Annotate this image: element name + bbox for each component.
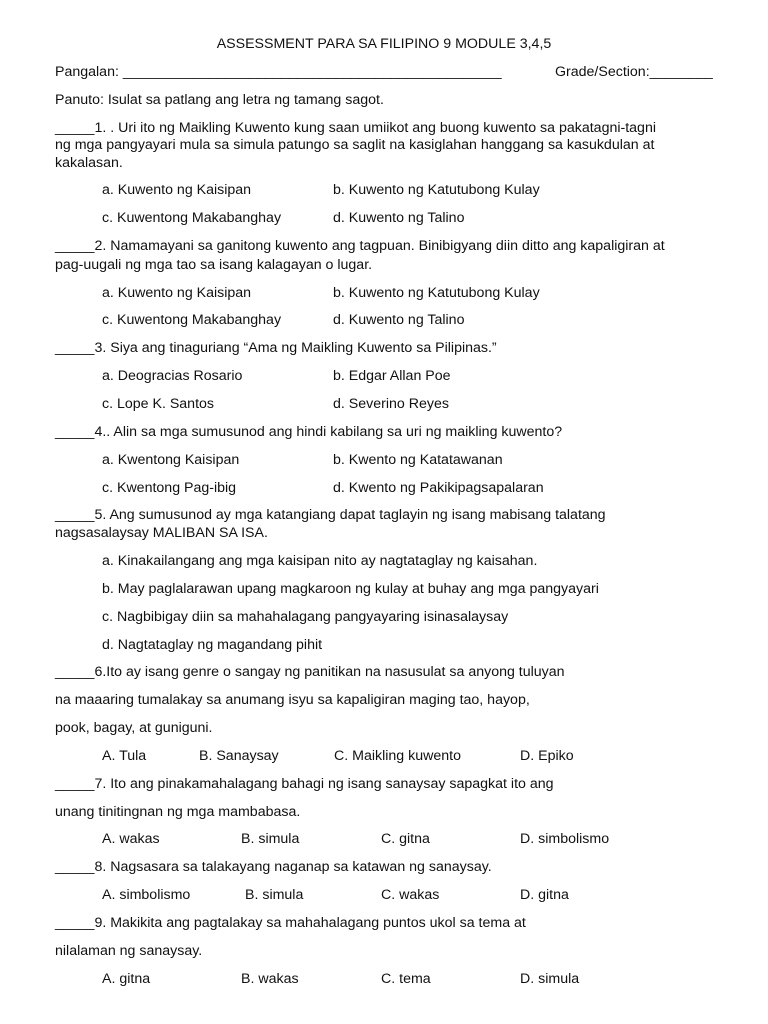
question-text: pag-uugali ng mga tao sa isang kalagayan o lugar. (55, 257, 373, 273)
page-title: ASSESSMENT PARA SA FILIPINO 9 MODULE 3,4,5 (216, 36, 552, 52)
option-d: D. simula (520, 971, 580, 987)
question-text: _____4.. Alin sa mga sumusunod ang hindi kabilang sa uri ng maikling kuwento? (55, 424, 563, 440)
option-c: c. Lope K. Santos (102, 396, 214, 412)
option-b: B. wakas (241, 971, 299, 987)
option-c: c. Kuwentong Makabanghay (102, 312, 282, 328)
question-text: nagsasalaysay MALIBAN SA ISA. (55, 525, 268, 541)
option-a: a. Kuwento ng Kaisipan (102, 285, 252, 301)
option-c: C. gitna (381, 831, 430, 847)
option-a: a. Deogracias Rosario (102, 368, 243, 384)
question-text: pook, bagay, at guniguni. (55, 720, 213, 736)
question-text: _____8. Nagsasara sa talakayang naganap sa katawan ng sanaysay. (55, 859, 492, 875)
option-b: B. simula (245, 887, 304, 903)
option-b: b. Kuwento ng Katutubong Kulay (333, 182, 540, 198)
option-a: A. gitna (102, 971, 151, 987)
question-text: _____6.Ito ay isang genre o sangay ng panitikan na nasusulat sa anyong tuluyan (55, 664, 565, 680)
question-text: _____9. Makikita ang pagtalakay sa mahahalagang puntos ukol sa tema at (55, 915, 526, 931)
option-a: A. wakas (102, 831, 160, 847)
question-text: _____1. . Uri ito ng Maikling Kuwento kung saan umiikot ang buong kuwento sa pakatagni-tagni (55, 120, 656, 136)
question-text: ng mga pangyayari mula sa simula patungo sa saglit na kasiglahan hanggang sa kasukdulan at (55, 137, 655, 153)
option-b: B. Sanaysay (199, 748, 279, 764)
option-c: C. Maikling kuwento (334, 748, 461, 764)
option-d: d. Severino Reyes (333, 396, 449, 412)
option-b: B. simula (241, 831, 300, 847)
option-b: b. Edgar Allan Poe (333, 368, 451, 384)
option-d: D. Epiko (520, 748, 574, 764)
option-d: D. gitna (520, 887, 569, 903)
option-c: C. wakas (381, 887, 440, 903)
question-text: _____2. Namamayani sa ganitong kuwento ang tagpuan. Binibigyang diin ditto ang kapaligiran at (55, 238, 665, 254)
question-text: na maaaring tumalakay sa anumang isyu sa kapaligiran maging tao, hayop, (55, 692, 530, 708)
question-text: _____7. Ito ang pinakamahalagang bahagi ng isang sanaysay sapagkat ito ang (55, 776, 554, 792)
option-a: A. simbolismo (102, 887, 191, 903)
question-text: nilalaman ng sanaysay. (55, 943, 203, 959)
question-text: _____3. Siya ang tinaguriang “Ama ng Maikling Kuwento sa Pilipinas.” (55, 340, 497, 356)
option-d: d. Kuwento ng Talino (333, 312, 465, 328)
option-d: d. Kwento ng Pakikipagsapalaran (333, 480, 544, 496)
question-text: _____5. Ang sumusunod ay mga katangiang dapat taglayin ng isang mabisang talatang (55, 507, 606, 523)
instructions: Panuto: Isulat sa patlang ang letra ng tamang sagot. (55, 92, 384, 108)
option-d: d. Kuwento ng Talino (333, 210, 465, 226)
option-a: a. Kwentong Kaisipan (102, 452, 240, 468)
option-a: a. Kinakailangang ang mga kaisipan nito ay nagtataglay ng kaisahan. (102, 553, 538, 569)
option-b: b. Kwento ng Katatawanan (333, 452, 503, 468)
option-d: d. Nagtataglay ng magandang pihit (102, 637, 323, 653)
option-c: c. Nagbibigay diin sa mahahalagang pangyayaring isinasalaysay (102, 609, 509, 625)
option-b: b. May paglalarawan upang magkaroon ng kulay at buhay ang mga pangyayari (102, 581, 599, 597)
option-d: D. simbolismo (520, 831, 610, 847)
option-c: C. tema (381, 971, 431, 987)
question-text: unang tinitingnan ng mga mambabasa. (55, 804, 301, 820)
question-text: kakalasan. (55, 155, 123, 171)
option-b: b. Kuwento ng Katutubong Kulay (333, 285, 540, 301)
option-a: a. Kuwento ng Kaisipan (102, 182, 252, 198)
grade-section-line: Grade/Section:________ (555, 64, 713, 80)
name-field-line: Pangalan: ________________________________________________ (55, 64, 502, 80)
option-c: c. Kwentong Pag-ibig (102, 480, 237, 496)
option-a: A. Tula (102, 748, 147, 764)
option-c: c. Kuwentong Makabanghay (102, 210, 282, 226)
